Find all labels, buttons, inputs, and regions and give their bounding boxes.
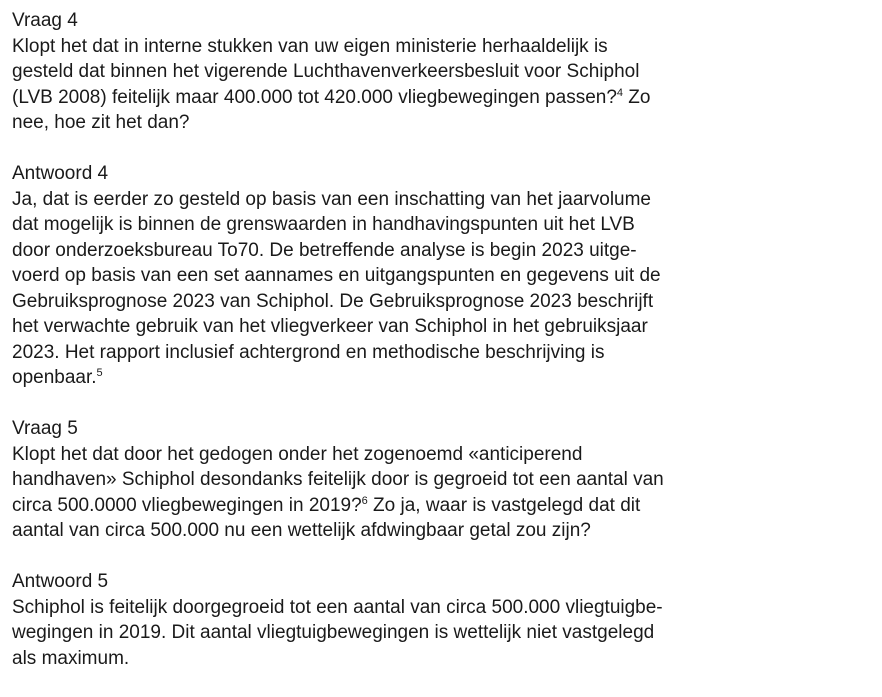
answer-5-heading: Antwoord 5 [12,571,109,592]
answer-4-line-6: het verwachte gebruik van het vliegverkeer van Schiphol in het gebruiksjaar [12,316,648,337]
answer-4 [12,161,872,391]
answer-4-line-5: Gebruiksprognose 2023 van Schiphol. De Gebruiksprognose 2023 beschrijft [12,290,654,312]
answer-4-line-7: 2023. Het rapport inclusief achtergrond en methodische beschrijving is [12,341,605,363]
answer-4-line-2: dat mogelijk is binnen de grenswaarden in handhavingspunten uit het LVB [12,214,635,235]
question-4-heading: Vraag 4 [12,10,78,31]
question-5 [12,416,872,544]
answer-4-line-3: door onderzoeksbureau To70. De betreffende analyse is begin 2023 uitge- [12,239,637,261]
footnote-ref-4: 4 [616,86,624,99]
answer-5-line-3: als maximum. [12,647,130,669]
document-page [12,8,872,697]
question-4 [12,8,872,136]
question-5-line-1: Klopt het dat door het gedogen onder het zogenoemd «anticiperend [12,443,583,465]
footnote-ref-5: 5 [96,367,103,379]
question-4-line-1: Klopt het dat in interne stukken van uw eigen ministerie herhaaldelijk is [12,35,608,57]
answer-5-line-1: Schiphol is feitelijk doorgegroeid tot een aantal van circa 500.000 vliegtuigbe- [12,596,663,618]
answer-5-line-2: wegingen in 2019. Dit aantal vliegtuigbewegingen is wettelijk niet vastgelegd [12,622,655,643]
answer-4-heading: Antwoord 4 [12,163,109,184]
question-5-line-2: handhaven» Schiphol desondanks feitelijk door is gegroeid tot een aantal van [12,469,664,490]
answer-4-line-8: openbaar.$^5$ [12,367,103,388]
question-5-line-4: aantal van circa 500.000 nu een wettelijk afdwingbaar getal zou zijn? [12,520,591,541]
answer-5 [12,569,872,671]
footnote-ref-6: 6 [361,494,368,507]
question-5-line-3: circa 500.0000 vliegbewegingen in 2019?$^6$ Zo ja, waar is vastgelegd dat dit [12,494,641,516]
question-4-line-3: (LVB 2008) feitelijk maar 400.000 tot 420.000 vliegbewegingen passen?$^4$ Zo [12,86,651,108]
question-4-line-4: nee, hoe zit het dan? [12,112,190,133]
answer-4-line-4: voerd op basis van een set aannames en uitgangspunten en gegevens uit de [12,265,661,286]
answer-4-line-1: Ja, dat is eerder zo gesteld op basis van een inschatting van het jaarvolume [12,188,651,210]
question-5-heading: Vraag 5 [12,418,78,439]
question-4-line-2: gesteld dat binnen het vigerende Luchthavenverkeersbesluit voor Schiphol [12,61,640,82]
